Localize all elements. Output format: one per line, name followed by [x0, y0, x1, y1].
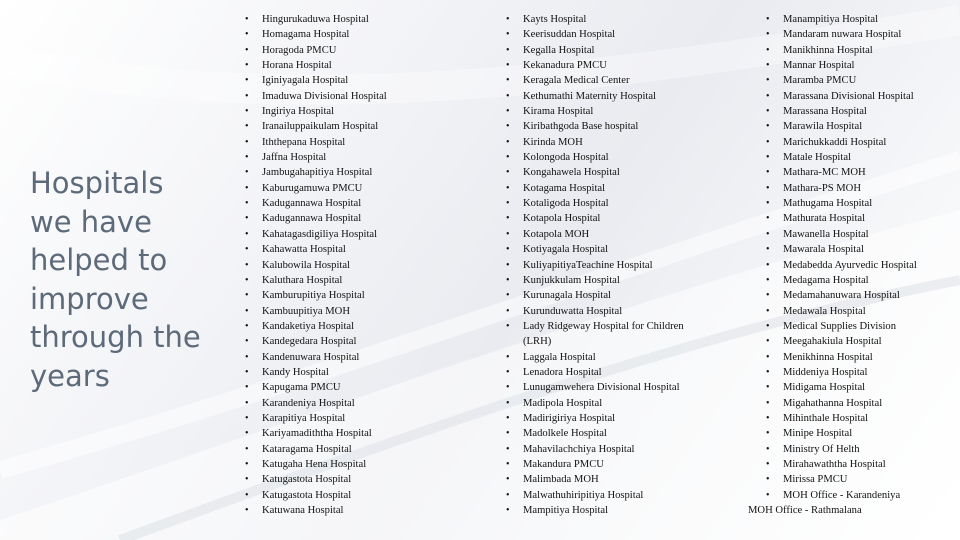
list-item: • Iginiyagala Hospital	[245, 73, 387, 88]
list-item: • Kirinda MOH	[506, 135, 713, 150]
list-item: • Mawanella Hospital	[766, 227, 917, 242]
list-item: • Kongahawela Hospital	[506, 165, 713, 180]
list-item: • Malwathuhiripitiya Hospital	[506, 488, 713, 503]
title-line: helped to	[30, 243, 168, 277]
list-item: • Madirigiriya Hospital	[506, 411, 713, 426]
list-item: • Horana Hospital	[245, 58, 387, 73]
list-item: • Mathara-MC MOH	[766, 165, 917, 180]
list-item: • Mathugama Hospital	[766, 196, 917, 211]
list-item: • Makandura PMCU	[506, 457, 713, 472]
list-item: • Keragala Medical Center	[506, 73, 713, 88]
list-item: • Ingiriya Hospital	[245, 104, 387, 119]
list-item: • Katuwana Hospital	[245, 503, 387, 518]
hospital-list-column-3	[766, 12, 917, 503]
list-item: • Katugaha Hena Hospital	[245, 457, 387, 472]
list-item: • Marawila Hospital	[766, 119, 917, 134]
list-item: • Kegalla Hospital	[506, 43, 713, 58]
list-item: • Maramba PMCU	[766, 73, 917, 88]
list-item: • Karandeniya Hospital	[245, 396, 387, 411]
list-item: • Kambuupitiya MOH	[245, 304, 387, 319]
list-item: • Medabedda Ayurvedic Hospital	[766, 258, 917, 273]
list-item: • Madolkele Hospital	[506, 426, 713, 441]
list-item: • Horagoda PMCU	[245, 43, 387, 58]
list-item: • Kotaligoda Hospital	[506, 196, 713, 211]
title-line: through the	[30, 320, 201, 354]
list-item: • Ministry Of Helth	[766, 442, 917, 457]
list-item: • Lady Ridgeway Hospital for Children (LRH)	[506, 319, 713, 350]
list-item: • Laggala Hospital	[506, 350, 713, 365]
list-item: • Katugastota Hospital	[245, 472, 387, 487]
list-item: • Madipola Hospital	[506, 396, 713, 411]
list-item: • Mahavilachchiya Hospital	[506, 442, 713, 457]
list-item: • Manikhinna Hospital	[766, 43, 917, 58]
list-item: • Matale Hospital	[766, 150, 917, 165]
list-item: • Lunugamwehera Divisional Hospital	[506, 380, 713, 395]
list-item: • Meegahakiula Hospital	[766, 334, 917, 349]
list-item: • Marichukkaddi Hospital	[766, 135, 917, 150]
list-item: • Medawala Hospital	[766, 304, 917, 319]
list-item: • Kaluthara Hospital	[245, 273, 387, 288]
list-item: • Kurunduwatta Hospital	[506, 304, 713, 319]
list-item: • Kahawatta Hospital	[245, 242, 387, 257]
list-item: • Menikhinna Hospital	[766, 350, 917, 365]
list-item: • Kotapola Hospital	[506, 211, 713, 226]
title-line: years	[30, 358, 110, 393]
list-item: • Kalubowila Hospital	[245, 258, 387, 273]
hospital-list-column-2	[506, 12, 713, 518]
page-title	[30, 164, 230, 395]
list-item: • KuliyapitiyaTeachine Hospital	[506, 258, 713, 273]
list-item: • Hingurukaduwa Hospital	[245, 12, 387, 27]
list-item: • Mihinthale Hospital	[766, 411, 917, 426]
list-item: • Lenadora Hospital	[506, 365, 713, 380]
title-line: improve	[30, 281, 149, 316]
list-item: • Kurunagala Hospital	[506, 288, 713, 303]
list-item: • Mathurata Hospital	[766, 211, 917, 226]
list-item: • Medical Supplies Division	[766, 319, 917, 334]
list-item: • Mirahawaththa Hospital	[766, 457, 917, 472]
list-item: • Kirama Hospital	[506, 104, 713, 119]
list-item: • Middeniya Hospital	[766, 365, 917, 380]
list-item: • Homagama Hospital	[245, 27, 387, 42]
list-item: • Minipe Hospital	[766, 426, 917, 441]
list-item: • Kataragama Hospital	[245, 442, 387, 457]
list-item: • Iranailuppaikulam Hospital	[245, 119, 387, 134]
list-item: • Medamahanuwara Hospital	[766, 288, 917, 303]
list-item-unbulleted: MOH Office - Rathmalana	[748, 505, 862, 516]
list-item: • Kariyamadiththa Hospital	[245, 426, 387, 441]
list-item: • Kunjukkulam Hospital	[506, 273, 713, 288]
list-item: • Kotiyagala Hospital	[506, 242, 713, 257]
list-item: • Mathara-PS MOH	[766, 181, 917, 196]
title-line: we have	[30, 204, 152, 239]
list-item: • Keerisuddan Hospital	[506, 27, 713, 42]
list-item: • Jaffna Hospital	[245, 150, 387, 165]
list-item: • Karapitiya Hospital	[245, 411, 387, 426]
list-item: • Kamburupitiya Hospital	[245, 288, 387, 303]
title-line: Hospitals	[30, 166, 164, 200]
list-item: • MOH Office - Karandeniya	[766, 488, 917, 503]
list-item: • Mannar Hospital	[766, 58, 917, 73]
list-item: • Kandegedara Hospital	[245, 334, 387, 349]
list-item: • Kadugannawa Hospital	[245, 211, 387, 226]
list-item: • Jambugahapitiya Hospital	[245, 165, 387, 180]
list-item: • Kotapola MOH	[506, 227, 713, 242]
list-item: • Kolongoda Hospital	[506, 150, 713, 165]
list-item: • Kapugama PMCU	[245, 380, 387, 395]
list-item: • Kahatagasdigiliya Hospital	[245, 227, 387, 242]
list-item: • Mawarala Hospital	[766, 242, 917, 257]
list-item: • Katugastota Hospital	[245, 488, 387, 503]
list-item: • Mandaram nuwara Hospital	[766, 27, 917, 42]
list-item: • Medagama Hospital	[766, 273, 917, 288]
list-item: • Mampitiya Hospital	[506, 503, 713, 518]
list-item: • Kandenuwara Hospital	[245, 350, 387, 365]
list-item: • Kandaketiya Hospital	[245, 319, 387, 334]
list-item: • Kandy Hospital	[245, 365, 387, 380]
list-item: • Kadugannawa Hospital	[245, 196, 387, 211]
list-item: • Marassana Hospital	[766, 104, 917, 119]
list-item: • Marassana Divisional Hospital	[766, 89, 917, 104]
list-item: • Kekanadura PMCU	[506, 58, 713, 73]
list-item: • Kaburugamuwa PMCU	[245, 181, 387, 196]
list-item: • Mirissa PMCU	[766, 472, 917, 487]
list-item: • Kiribathgoda Base hospital	[506, 119, 713, 134]
list-item: • Malimbada MOH	[506, 472, 713, 487]
list-item: • Manampitiya Hospital	[766, 12, 917, 27]
hospital-list-column-1	[245, 12, 387, 518]
list-item: • Iththepana Hospital	[245, 135, 387, 150]
list-item: • Kethumathi Maternity Hospital	[506, 89, 713, 104]
list-item: • Midigama Hospital	[766, 380, 917, 395]
list-item: • Imaduwa Divisional Hospital	[245, 89, 387, 104]
list-item: • Kayts Hospital	[506, 12, 713, 27]
list-item: • Migahathanna Hospital	[766, 396, 917, 411]
list-item: • Kotagama Hospital	[506, 181, 713, 196]
